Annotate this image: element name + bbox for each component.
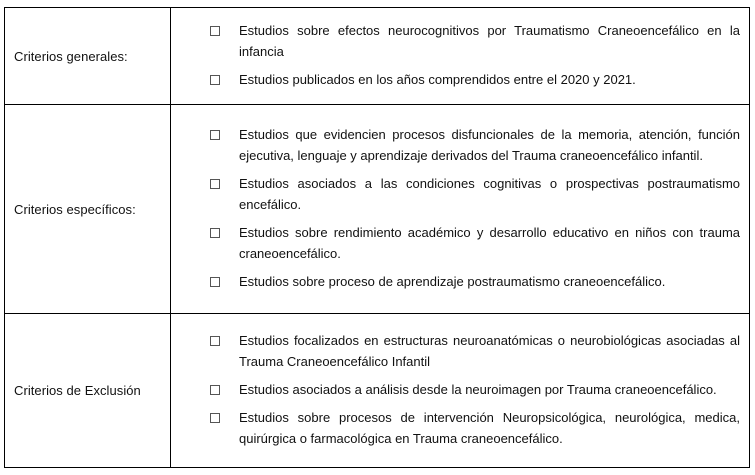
checkbox-icon[interactable] xyxy=(210,26,220,36)
row-label: Criterios generales: xyxy=(5,8,171,105)
criteria-table xyxy=(4,7,750,468)
criteria-item xyxy=(171,333,740,372)
row-specific-criteria xyxy=(5,105,750,314)
row-general-criteria xyxy=(5,8,750,105)
criteria-item xyxy=(171,410,740,449)
criteria-item xyxy=(171,23,740,62)
checkbox-icon[interactable] xyxy=(210,277,220,287)
row-label: Criterios de Exclusión xyxy=(5,314,171,468)
criteria-item xyxy=(171,127,740,166)
criteria-item xyxy=(171,225,740,264)
criteria-item xyxy=(171,382,740,400)
checkbox-icon[interactable] xyxy=(210,413,220,423)
criteria-list xyxy=(171,8,750,105)
checkbox-icon[interactable] xyxy=(210,179,220,189)
criteria-item-text: Estudios publicados en los años comprendidos entre el 2020 y 2021. xyxy=(239,71,636,87)
criteria-item-text: Estudios sobre procesos de intervención Neuropsicológica, neurológica, medica, quirúrgica o farmacológica en Trauma craneoencefálico. xyxy=(239,409,740,446)
row-label: Criterios específicos: xyxy=(5,105,171,314)
checkbox-icon[interactable] xyxy=(210,336,220,346)
criteria-item-text: Estudios asociados a las condiciones cognitivas o prospectivas postraumatismo encefálico. xyxy=(239,175,740,212)
checkbox-icon[interactable] xyxy=(210,228,220,238)
criteria-item-text: Estudios asociados a análisis desde la neuroimagen por Trauma craneoencefálico. xyxy=(239,381,717,397)
checkbox-icon[interactable] xyxy=(210,130,220,140)
criteria-item-text: Estudios sobre proceso de aprendizaje postraumatismo craneoencefálico. xyxy=(239,273,666,289)
criteria-item-text: Estudios que evidencien procesos disfuncionales de la memoria, atención, función ejecutiva, lenguaje y aprendizaje derivados del Trauma craneoencefálico infantil. xyxy=(239,126,740,163)
criteria-item xyxy=(171,274,740,292)
checkbox-icon[interactable] xyxy=(210,75,220,85)
checkbox-icon[interactable] xyxy=(210,385,220,395)
criteria-item xyxy=(171,72,740,90)
row-exclusion-criteria xyxy=(5,314,750,468)
criteria-item xyxy=(171,176,740,215)
criteria-list xyxy=(171,105,750,314)
criteria-list xyxy=(171,314,750,468)
criteria-item-text: Estudios sobre efectos neurocognitivos por Traumatismo Craneoencefálico en la infancia xyxy=(239,22,740,59)
criteria-item-text: Estudios focalizados en estructuras neuroanatómicas o neurobiológicas asociadas al Trauma Craneoencefálico Infantil xyxy=(239,332,740,369)
criteria-item-text: Estudios sobre rendimiento académico y desarrollo educativo en niños con trauma craneoencefálico. xyxy=(239,224,740,261)
